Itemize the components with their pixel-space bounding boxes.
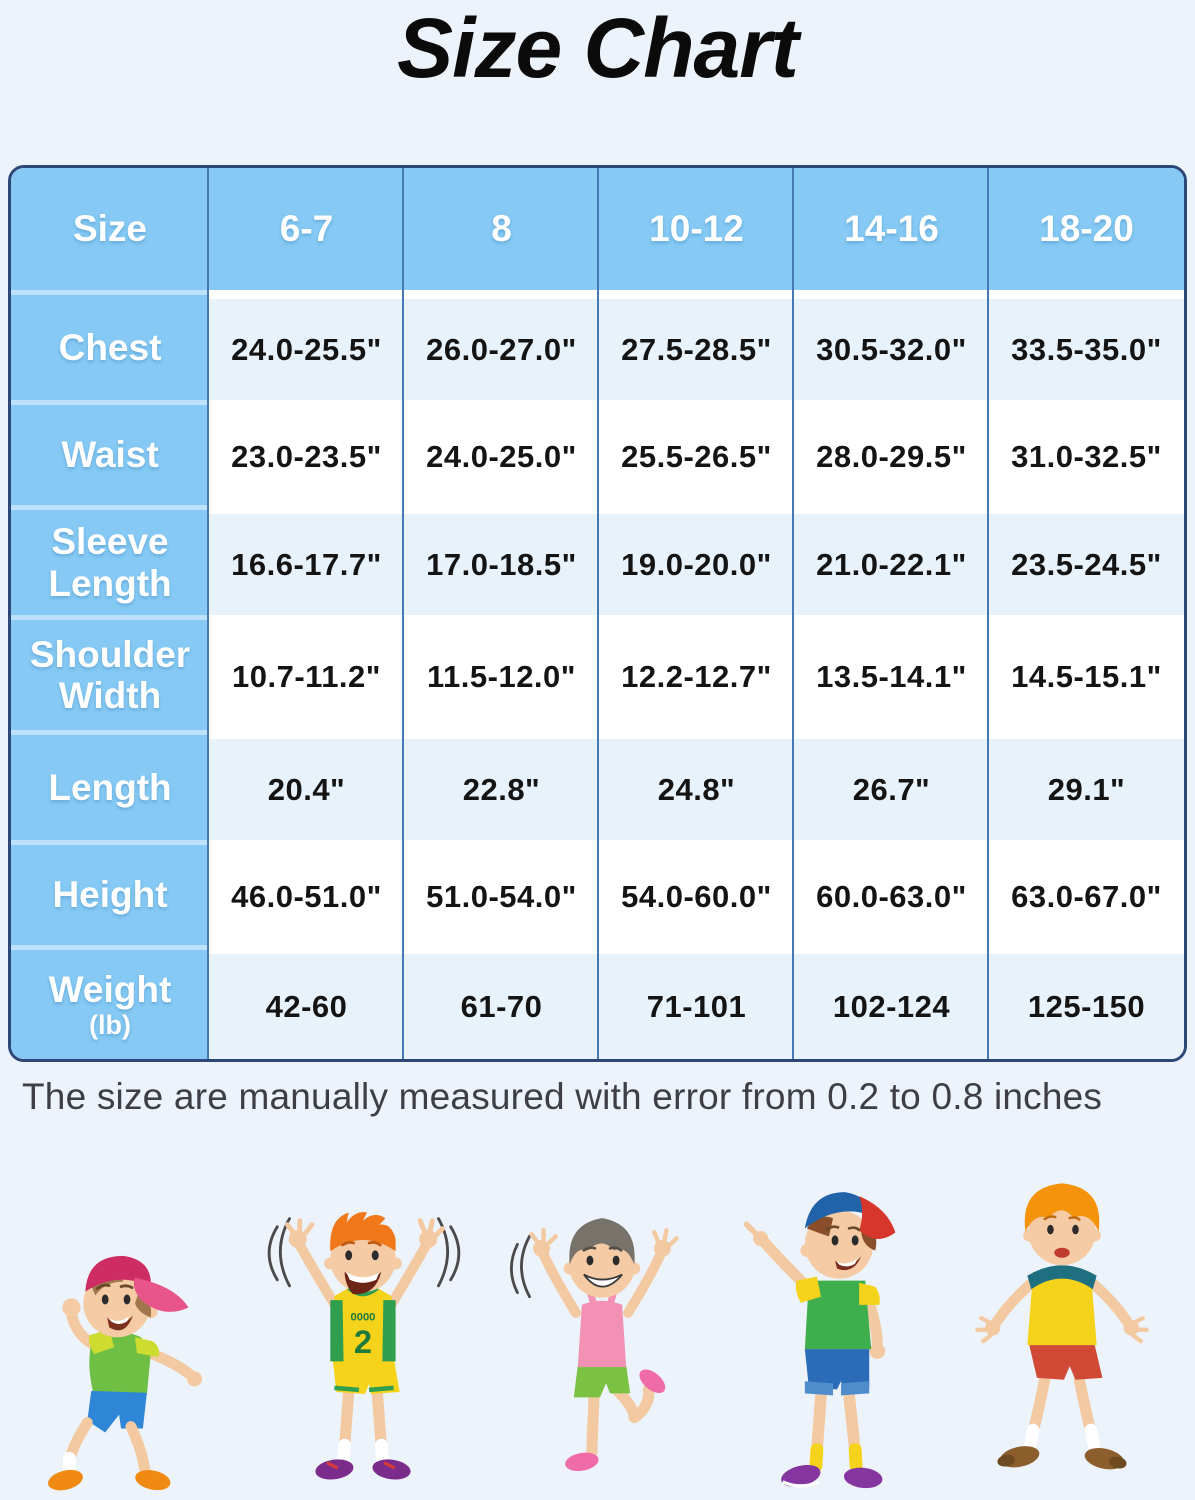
column-divider <box>402 168 404 1059</box>
column-divider <box>987 168 989 1059</box>
value-shoulder-width-8: 11.5-12.0" <box>404 615 599 730</box>
jersey-small-text: 0000 <box>350 1311 376 1324</box>
value-chest-14-16: 30.5-32.0" <box>794 290 989 400</box>
value-waist-10-12: 25.5-26.5" <box>599 400 794 505</box>
kid-pink-cap-dancing-illustration <box>18 1238 240 1496</box>
value-waist-18-20: 31.0-32.5" <box>989 400 1184 505</box>
col-header-size: Size <box>11 168 209 290</box>
value-sleeve-length-14-16: 21.0-22.1" <box>794 505 989 615</box>
col-header-14-16: 14-16 <box>794 168 989 290</box>
value-waist-14-16: 28.0-29.5" <box>794 400 989 505</box>
value-sleeve-length-6-7: 16.6-17.7" <box>209 505 404 615</box>
col-header-6-7: 6-7 <box>209 168 404 290</box>
kid-orange-hair-walking-illustration <box>950 1168 1174 1476</box>
row-label-waist: Waist <box>11 400 209 505</box>
jersey-number: 2 <box>353 1323 373 1361</box>
value-height-6-7: 46.0-51.0" <box>209 840 404 945</box>
measurement-note: The size are manually measured with error from 0.2 to 0.8 inches <box>22 1076 1103 1117</box>
value-waist-8: 24.0-25.0" <box>404 400 599 505</box>
column-divider <box>792 168 794 1059</box>
value-length-8: 22.8" <box>404 730 599 840</box>
row-label-height: Height <box>11 840 209 945</box>
row-label-sleeve-length: Sleeve Length <box>11 505 209 615</box>
value-chest-10-12: 27.5-28.5" <box>599 290 794 400</box>
size-chart-table <box>8 165 1187 1062</box>
kid-basketball-jersey-cheering-illustration <box>246 1190 484 1496</box>
value-weight-18-20: 125-150 <box>989 945 1184 1059</box>
value-length-6-7: 20.4" <box>209 730 404 840</box>
kid-blue-red-cap-pointing-illustration <box>726 1168 938 1500</box>
value-waist-6-7: 23.0-23.5" <box>209 400 404 505</box>
value-shoulder-width-6-7: 10.7-11.2" <box>209 615 404 730</box>
kid-pink-tank-jumping-illustration <box>498 1196 706 1488</box>
value-weight-6-7: 42-60 <box>209 945 404 1059</box>
value-weight-8: 61-70 <box>404 945 599 1059</box>
page-title: Size Chart <box>397 1 798 95</box>
value-shoulder-width-14-16: 13.5-14.1" <box>794 615 989 730</box>
col-header-8: 8 <box>404 168 599 290</box>
value-shoulder-width-10-12: 12.2-12.7" <box>599 615 794 730</box>
column-divider <box>597 168 599 1059</box>
row-label-shoulder-width: Shoulder Width <box>11 615 209 730</box>
row-label-chest: Chest <box>11 290 209 400</box>
value-chest-6-7: 24.0-25.5" <box>209 290 404 400</box>
value-weight-14-16: 102-124 <box>794 945 989 1059</box>
value-sleeve-length-10-12: 19.0-20.0" <box>599 505 794 615</box>
value-height-10-12: 54.0-60.0" <box>599 840 794 945</box>
column-divider <box>207 168 209 1059</box>
row-label-length: Length <box>11 730 209 840</box>
value-chest-18-20: 33.5-35.0" <box>989 290 1184 400</box>
col-header-10-12: 10-12 <box>599 168 794 290</box>
col-header-18-20: 18-20 <box>989 168 1184 290</box>
value-length-10-12: 24.8" <box>599 730 794 840</box>
value-chest-8: 26.0-27.0" <box>404 290 599 400</box>
value-sleeve-length-8: 17.0-18.5" <box>404 505 599 615</box>
value-length-18-20: 29.1" <box>989 730 1184 840</box>
value-weight-10-12: 71-101 <box>599 945 794 1059</box>
value-height-8: 51.0-54.0" <box>404 840 599 945</box>
kids-illustration <box>0 1158 1195 1500</box>
value-height-14-16: 60.0-63.0" <box>794 840 989 945</box>
value-height-18-20: 63.0-67.0" <box>989 840 1184 945</box>
value-length-14-16: 26.7" <box>794 730 989 840</box>
value-sleeve-length-18-20: 23.5-24.5" <box>989 505 1184 615</box>
row-label-weight: Weight (lb) <box>11 945 209 1059</box>
value-shoulder-width-18-20: 14.5-15.1" <box>989 615 1184 730</box>
